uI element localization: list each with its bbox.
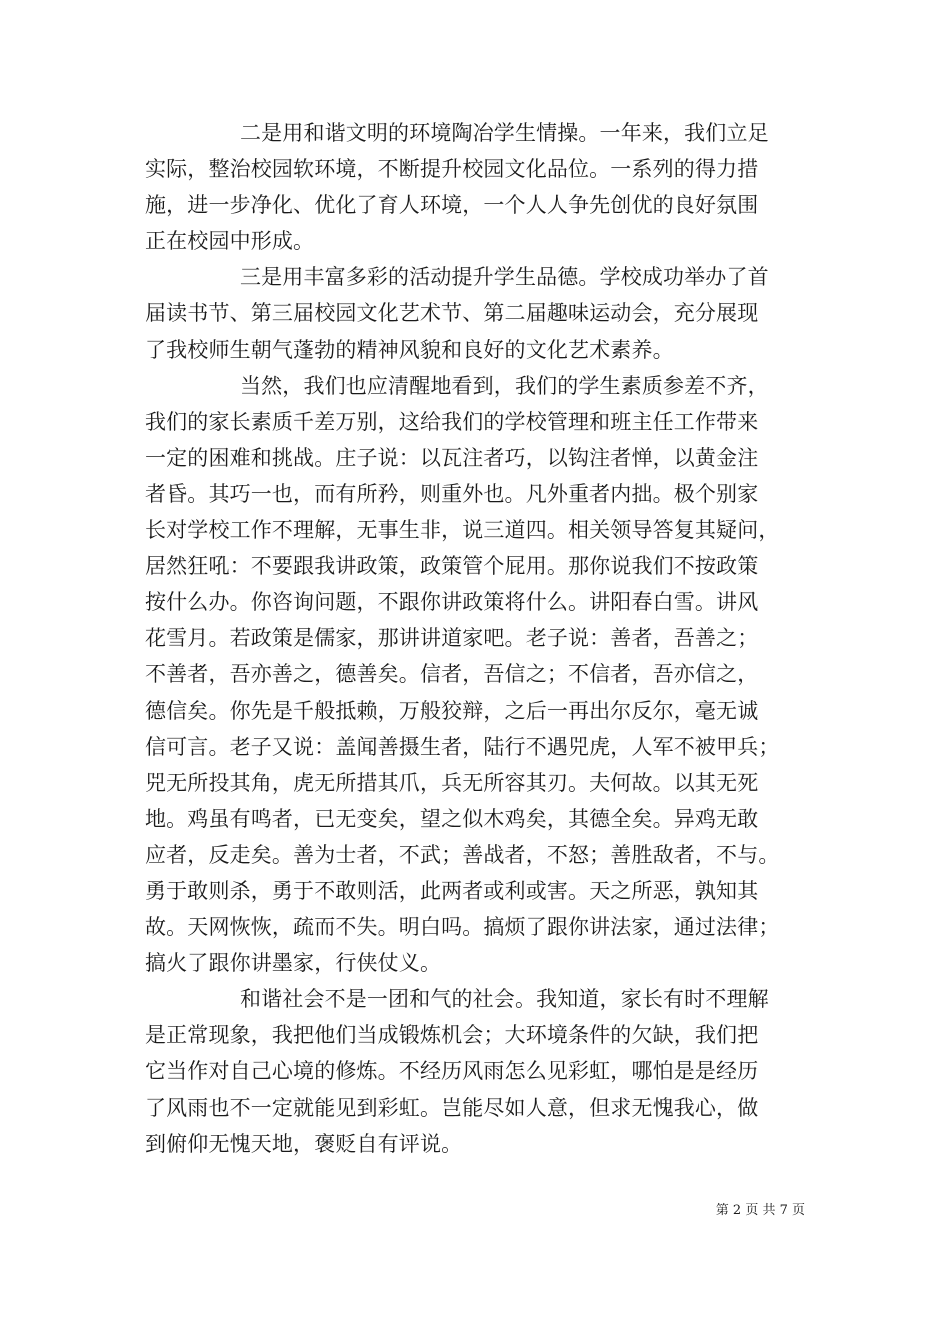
page-number-footer: 第 2 页 共 7 页 bbox=[715, 1203, 805, 1218]
text-line: 者昏。其巧一也，而有所矜，则重外也。凡外重者内拙。极个别家 bbox=[145, 481, 759, 506]
text-line: 德信矣。你先是千般抵赖，万般狡辩，之后一再出尔反尔，毫无诚 bbox=[145, 698, 759, 723]
text-line: 它当作对自己心境的修炼。不经历风雨怎么见彩虹，哪怕是是经历 bbox=[145, 1059, 759, 1084]
text-line: 搞火了跟你讲墨家，行侠仗义。 bbox=[145, 951, 442, 976]
text-line: 勇于敢则杀，勇于不敢则活，此两者或利或害。天之所恶，孰知其 bbox=[145, 878, 759, 903]
text-line: 兕无所投其角，虎无所措其爪，兵无所容其刃。夫何故。以其无死 bbox=[145, 770, 759, 795]
paragraph-harmony bbox=[145, 981, 815, 1161]
text-line: 届读书节、第三届校园文化艺术节、第二届趣味运动会，充分展现 bbox=[145, 301, 759, 326]
text-line: 和谐社会不是一团和气的社会。我知道，家长有时不理解 bbox=[240, 987, 769, 1012]
text-line: 花雪月。若政策是儒家，那讲讲道家吧。老子说：善者，吾善之； bbox=[145, 626, 759, 651]
text-line: 居然狂吼：不要跟我讲政策，政策管个屁用。那你说我们不按政策 bbox=[145, 554, 759, 579]
text-line: 到俯仰无愧天地，褒贬自有评说。 bbox=[145, 1131, 463, 1156]
text-line: 三是用丰富多彩的活动提升学生品德。学校成功举办了首 bbox=[240, 265, 769, 290]
text-line: 当然，我们也应清醒地看到，我们的学生素质参差不齐， bbox=[240, 373, 769, 398]
text-line: 不善者，吾亦善之，德善矣。信者，吾信之；不信者，吾亦信之， bbox=[145, 662, 759, 687]
text-line: 我们的家长素质千差万别，这给我们的学校管理和班主任工作带来 bbox=[145, 409, 759, 434]
text-line: 一定的困难和挑战。庄子说：以瓦注者巧，以钩注者惮，以黄金注 bbox=[145, 445, 759, 470]
body-text bbox=[145, 115, 815, 1162]
text-line: 按什么办。你咨询问题，不跟你讲政策将什么。讲阳春白雪。讲风 bbox=[145, 590, 759, 615]
paragraph-activities bbox=[145, 259, 815, 367]
text-line: 长对学校工作不理解，无事生非，说三道四。相关领导答复其疑问， bbox=[145, 518, 780, 543]
text-line: 地。鸡虽有鸣者，已无变矣，望之似木鸡矣，其德全矣。异鸡无敢 bbox=[145, 806, 759, 831]
text-line: 了我校师生朝气蓬勃的精神风貌和良好的文化艺术素养。 bbox=[145, 337, 674, 362]
text-line: 故。天网恢恢，疏而不失。明白吗。搞烦了跟你讲法家，通过法律； bbox=[145, 915, 780, 940]
text-line: 了风雨也不一定就能见到彩虹。岂能尽如人意，但求无愧我心，做 bbox=[145, 1095, 759, 1120]
text-line: 是正常现象，我把他们当成锻炼机会；大环境条件的欠缺，我们把 bbox=[145, 1023, 759, 1048]
text-line: 实际，整治校园软环境，不断提升校园文化品位。一系列的得力措 bbox=[145, 157, 759, 182]
text-line: 二是用和谐文明的环境陶冶学生情操。一年来，我们立足 bbox=[240, 121, 769, 145]
text-line: 施，进一步净化、优化了育人环境，一个人人争先创优的良好氛围 bbox=[145, 193, 759, 218]
text-line: 应者，反走矣。善为士者，不武；善战者，不怒；善胜敌者，不与。 bbox=[145, 842, 780, 867]
paragraph-challenges bbox=[145, 368, 815, 982]
text-line: 信可言。老子又说：盖闻善摄生者，陆行不遇兕虎，人军不被甲兵； bbox=[145, 734, 780, 759]
text-line: 正在校园中形成。 bbox=[145, 229, 315, 254]
paragraph-environment bbox=[145, 115, 815, 259]
